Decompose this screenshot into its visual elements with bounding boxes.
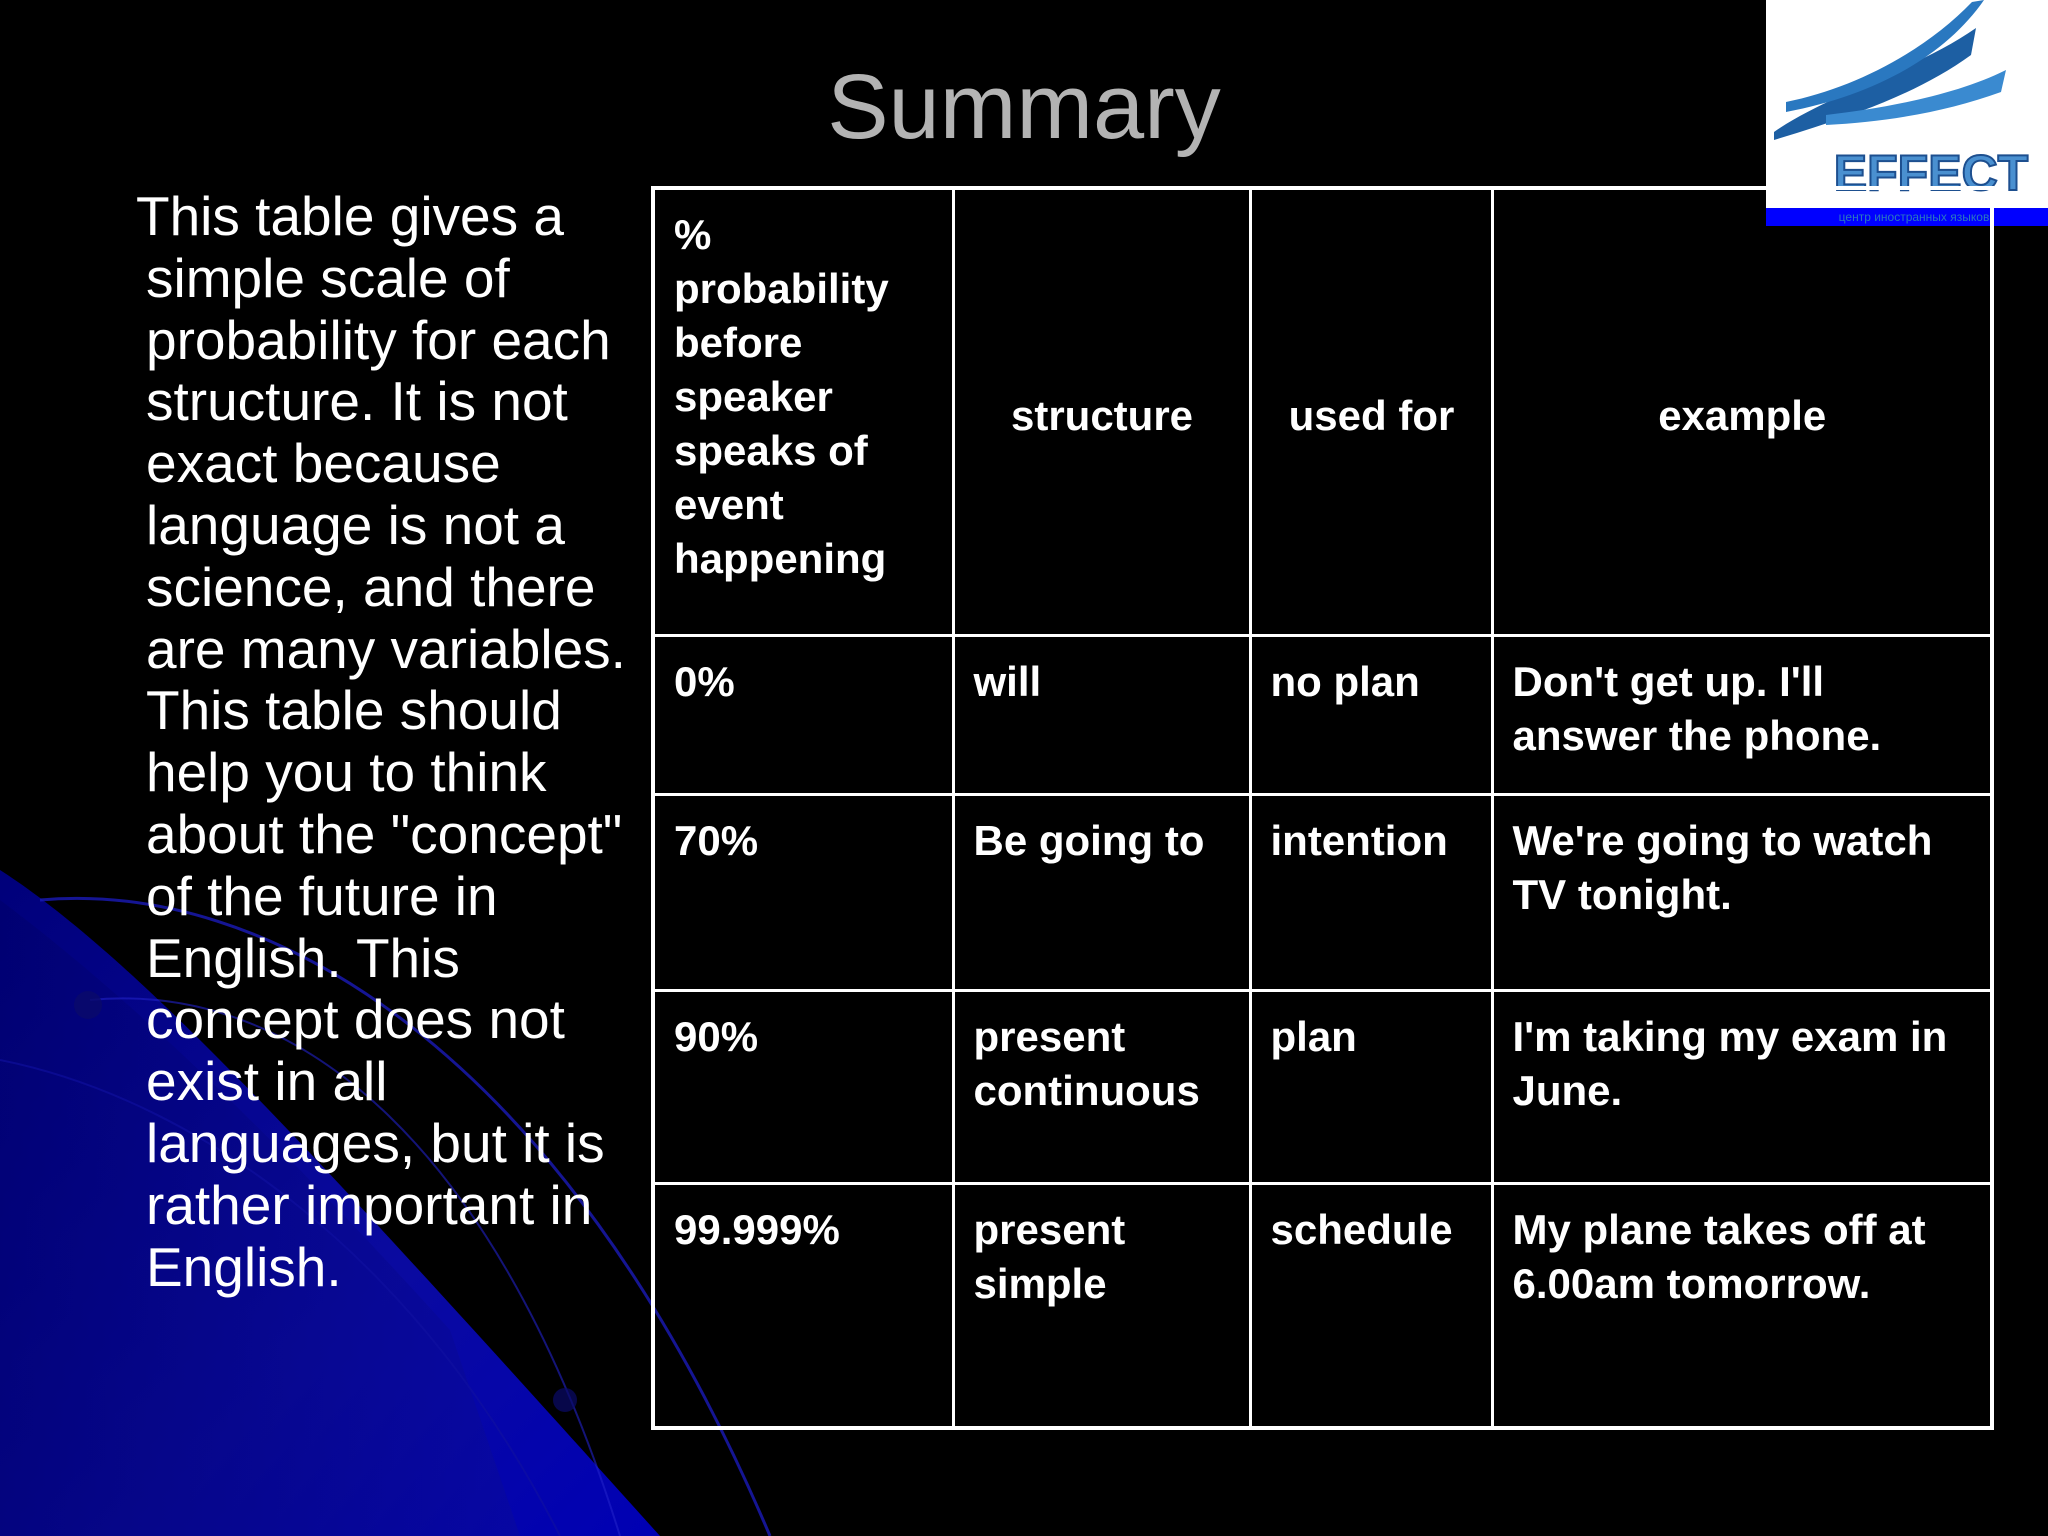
cell-used-for: plan (1250, 990, 1492, 1183)
header-structure: structure (953, 188, 1250, 635)
cell-example: We're going to watch TV tonight. (1492, 794, 1992, 990)
header-probability: % probability before speaker speaks of event happening (653, 188, 953, 635)
cell-structure: present continuous (953, 990, 1250, 1183)
cell-probability: 70% (653, 794, 953, 990)
cell-structure: Be going to (953, 794, 1250, 990)
cell-example: My plane takes off at 6.00am tomorrow. (1492, 1183, 1992, 1428)
table-row (653, 635, 1992, 794)
cell-probability: 99.999% (653, 1183, 953, 1428)
table-header-row (653, 188, 1992, 635)
cell-structure: will (953, 635, 1250, 794)
slide-title: Summary (827, 56, 1221, 158)
header-example: example (1492, 188, 1992, 635)
logo-tagline: центр иностранных языков (1838, 210, 1990, 224)
table-row (653, 990, 1992, 1183)
logo-wordmark: EFFECT (1833, 145, 2029, 201)
cell-probability: 90% (653, 990, 953, 1183)
description-paragraph: This table gives a simple scale of probability for each structure. It is not exact because language is not a science, and there are many variables. This table should help you to think about the "concept" of the future in English. This concept does not exist in all languages, but it is rather important in English. (136, 185, 626, 1298)
cell-structure: present simple (953, 1183, 1250, 1428)
cell-probability: 0% (653, 635, 953, 794)
cell-used-for: no plan (1250, 635, 1492, 794)
table-row (653, 1183, 1992, 1428)
cell-used-for: schedule (1250, 1183, 1492, 1428)
future-forms-table (651, 186, 1994, 1430)
table-row (653, 794, 1992, 990)
cell-used-for: intention (1250, 794, 1492, 990)
header-used-for: used for (1250, 188, 1492, 635)
cell-example: Don't get up. I'll answer the phone. (1492, 635, 1992, 794)
cell-example: I'm taking my exam in June. (1492, 990, 1992, 1183)
